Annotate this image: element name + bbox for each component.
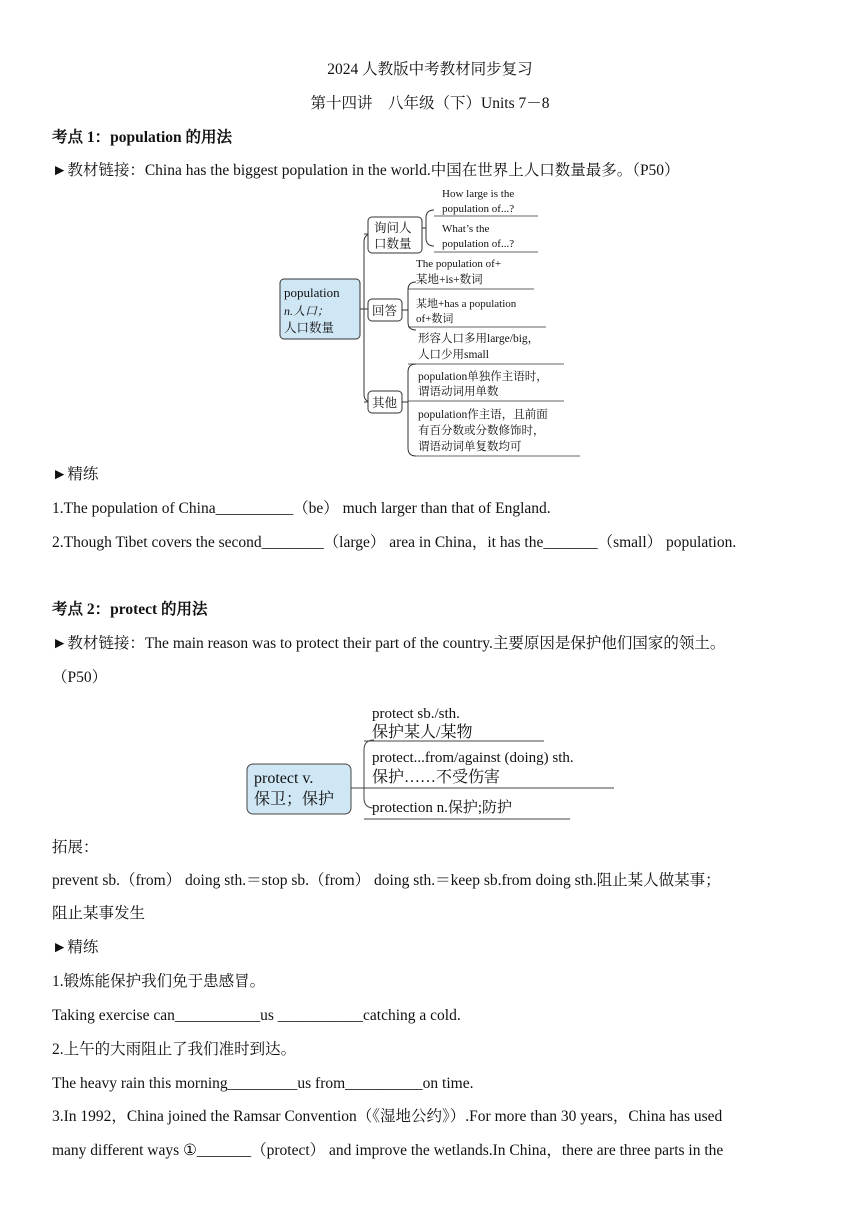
protect-root-line1: protect v.	[254, 770, 314, 787]
other-item2-line2: 谓语动词用单数	[418, 386, 499, 398]
section1-practice-heading: ►精练	[52, 466, 99, 483]
section2-heading: 考点 2：protect 的用法	[52, 601, 208, 618]
section2-exercise3-line1: 3.In 1992，China joined the Ramsar Convention（《湿地公约》）.For more than 30 years，China has used	[52, 1108, 723, 1125]
protect-item1-line2: 保护某人/某物	[372, 724, 473, 741]
ask-item1-line2: population of...?	[442, 203, 515, 215]
population-root-line1: population	[284, 285, 340, 300]
ask-item2-line1: What’s the	[442, 223, 490, 235]
protect-root-line2: 保卫；保护	[254, 791, 335, 808]
other-item3-line1: population作主语，且前面	[418, 409, 548, 421]
other-item2-line1: population单独作主语时，	[418, 371, 548, 383]
extension-line2: 阻止某事发生	[52, 905, 146, 922]
protect-item3: protection n.保护;防护	[372, 800, 512, 816]
page-title: 2024 人教版中考教材同步复习	[327, 61, 533, 78]
protect-item2-line1: protect...from/against (doing) sth.	[372, 750, 574, 766]
protect-item2-line2: 保护……不受伤害	[372, 769, 501, 786]
section2-textbook-page: （P50）	[52, 669, 108, 686]
other-item3-line2: 有百分数或分数修饰时，	[418, 425, 545, 437]
answer-item1-line1: The population of+	[416, 258, 502, 270]
other-item1-line2: 人口少用small	[418, 349, 489, 361]
section2-exercise2-en: The heavy rain this morning_________us from__________on time.	[52, 1075, 474, 1092]
section1-textbook-link: ►教材链接：China has the biggest population in the world.中国在世界上人口数量最多。（P50）	[52, 162, 680, 179]
branch-other-label: 其他	[372, 396, 398, 410]
branch-answer-label: 回答	[372, 304, 398, 318]
section1-exercise1: 1.The population of China__________（be） much larger than that of England.	[52, 500, 551, 517]
answer-item2-line2: of+数词	[416, 313, 454, 325]
population-root-line2: n.人口；	[284, 304, 330, 318]
population-root-line3: 人口数量	[284, 321, 335, 335]
answer-item1-line2: 某地+is+数词	[416, 274, 483, 286]
other-item3-line3: 谓语动词单复数均可	[418, 441, 522, 453]
section2-exercise1-en: Taking exercise can___________us ___________catching a cold.	[52, 1007, 461, 1024]
protect-mind-map	[244, 698, 624, 826]
answer-item2-line1: 某地+has a population	[416, 298, 517, 310]
extension-label: 拓展：	[52, 839, 99, 856]
lesson-subtitle: 第十四讲 八年级（下）Units 7－8	[310, 95, 550, 112]
protect-item1-line1: protect sb./sth.	[372, 706, 460, 722]
section2-exercise2-cn: 2.上午的大雨阻止了我们准时到达。	[52, 1041, 297, 1058]
section2-practice-heading: ►精练	[52, 939, 99, 956]
population-mind-map	[276, 182, 586, 462]
ask-item2-line2: population of...?	[442, 238, 515, 250]
section2-exercise3-line2: many different ways ①_______（protect） and improve the wetlands.In China，there are three parts in the	[52, 1142, 724, 1159]
branch-ask-line1: 询问人	[374, 221, 412, 235]
section1-exercise2: 2.Though Tibet covers the second________（large） area in China，it has the_______（small） population.	[52, 534, 737, 551]
branch-ask-line2: 口数量	[374, 237, 412, 251]
other-item1-line1: 形容人口多用large/big，	[418, 333, 540, 345]
section2-textbook-link: ►教材链接：The main reason was to protect their part of the country.主要原因是保护他们国家的领土。	[52, 635, 726, 652]
ask-item1-line1: How large is the	[442, 188, 515, 200]
extension-line1: prevent sb.（from） doing sth.＝stop sb.（from） doing sth.＝keep sb.from doing sth.阻止某人做某事；	[52, 872, 721, 889]
section1-heading: 考点 1：population 的用法	[52, 129, 233, 146]
section2-exercise1-cn: 1.锻炼能保护我们免于患感冒。	[52, 973, 266, 990]
